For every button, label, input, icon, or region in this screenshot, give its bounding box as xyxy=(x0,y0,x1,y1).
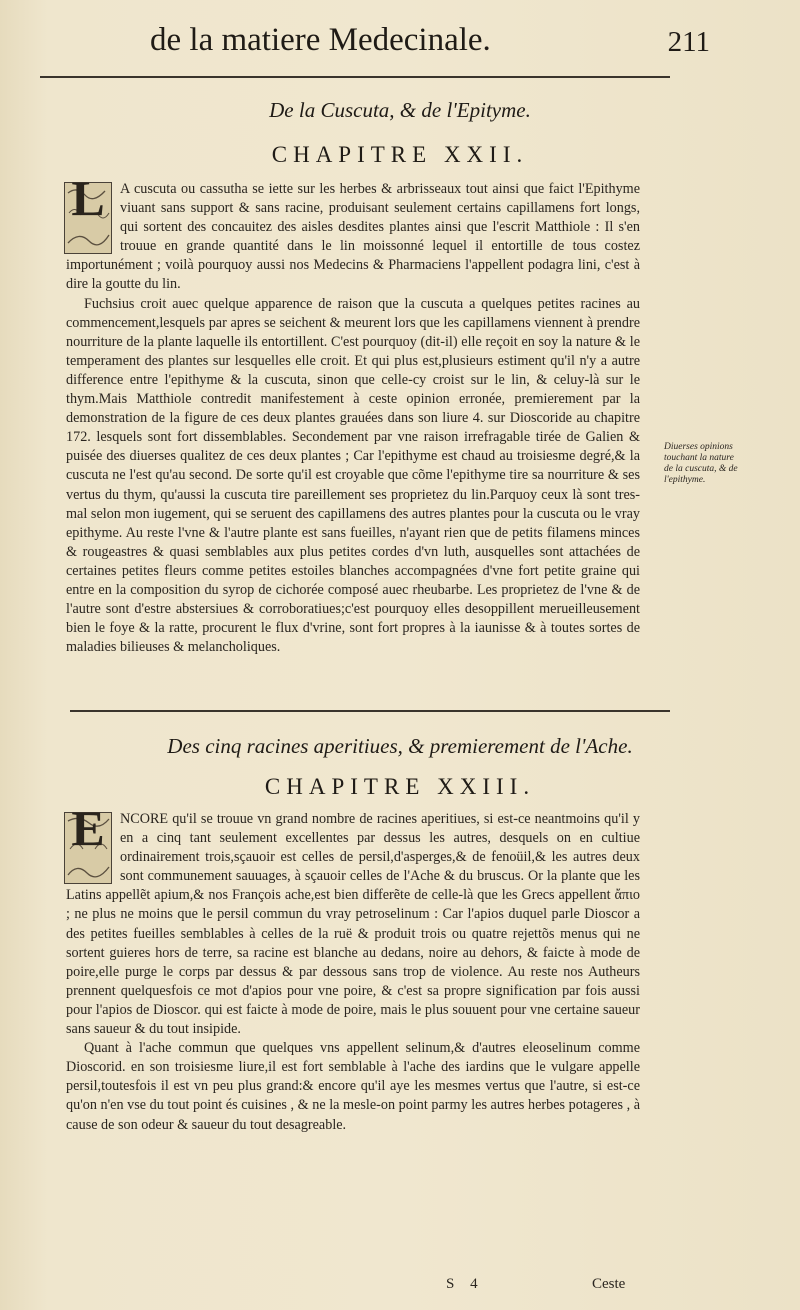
header-rule xyxy=(40,76,670,78)
dropcap-letter: L xyxy=(71,170,105,226)
section-rule xyxy=(70,710,670,712)
section-title: Des cinq racines aperitiues, & premierement de l'Ache. xyxy=(167,734,633,758)
paragraph: Fuchsius croit auec quelque apparence de raison que la cuscuta a quelques petites racines au commencement,lesquels par apres se seichent & meurent lors que les capillamens viennent à prendre nourriture de la plante laquelle ils entortillent. C'est pourquoy (dit-il) elle reçoit en soy la nature & le temperament des plantes sur lesquelles elle croit. Et qui plus est,plusieurs estiment qu'il n'y a autre difference entre l'epithyme & la cuscuta, sinon que celle-cy croist sur le lin, & celuy-là sur le thym.Mais Matthiole contredit manifestement à ceste opinion erronée, premierement par la demonstration de la figure de ces deux plantes grauées dans son liure 4. sur Dioscoride au chapitre 172. lesquels sont fort dissemblables. Secondement par vne raison irrefragable tirée de Galien & puisée des diuerses qualitez de ces deux plantes ; Car l'epithyme est chaud au troisiesme degré,& la cuscuta ne l'est qu'au second. De sorte qu'il est croyable que cõme l'epithyme tire sa nourriture & ses vertus du thym, qu'aussi la cuscuta tire pareillement ses proprietez du lin.Parquoy ceux là sont tres-mal selon mon iugement, qui se seruent des capillamens des autres plantes pour la cuscuta ou le vray epithyme. Au reste l'vne & l'autre plante est sans fueilles, n'ayant rien que de petits filamens minces & rougeastres & quasi semblables aux plus petites cordes d'vn luth, ausquelles sont attachées de certaines petites fleurs comme petites estoiles blanches accompagnées d'vne fort petite graine qui entre en la composition du syrop de cichorée composé auec rheubarbe. Les proprietez de l'vne & de l'autre sont d'estre abstersiues & corroboratiues;c'est pourquoy elles desoppillent merueilleusement bien le foye & la ratte, procurent le flux d'vrine, sont fort propres à la iaunisse & à toutes sortes de maladies bilieuses & melancholiques. xyxy=(66,295,640,656)
catchword: Ceste xyxy=(592,1276,626,1292)
chapter-text xyxy=(66,170,640,657)
paragraph: Quant à l'ache commun que quelques vns appellent selinum,& d'autres eleoselinum comme Dioscorid. en son troisiesme liure,il est fort semblable à l'ache des iardins que le vulgare appelle persil,toutesfois il est vn peu plus grand:& encore qu'il aye les mesmes vertus que l'autre, si est-ce qu'on n'en vse du tout point és cuisines , & ne la mesle-on point parmy les autres herbes potageres , à cause de son odeur & saueur du tout desagreable. xyxy=(66,1040,640,1133)
chapter-heading: CHAPITRE XXII. xyxy=(271,142,529,167)
running-head xyxy=(150,22,710,72)
decorated-initial xyxy=(64,800,112,884)
margin-note: Diuerses opinions touchant la nature de la cuscuta, & de l'epithyme. xyxy=(664,442,738,485)
section-title: De la Cuscuta, & de l'Epityme. xyxy=(269,98,531,122)
paragraph: NCORE qu'il se trouue vn grand nombre de racines aperitiues, si est-ce neantmoins qu'il y en a cinq tant seulement excellentes par dessus les autres, desquels on en cultiue ordinairement trois,sçauoir est celles de persil,d'asperges,& de fenoüil,& les autres deux sont communement sauuages, à sçauoir celles de l'Ache & du bruscus. Or la plante que les Latins appellẽt apium,& nos François ache,est bien differẽte de celle-là que les Grecs appellent ἄπιο ; ne plus ne moins que le persil commun du vray petroselinum : Car l'apios duquel parle Dioscor a des petites fueilles semblables à celles de la ruë & produit trois ou quatre rejettõs menus qui ne sortent guieres hors de terre, sa racine est blanche au dedans, noire au dehors, & faicte à mode de poire,elle purge le corps par dessus & par dessous sans trop de violence. Au reste nos Autheurs prennent quelquesfois ce mot d'apios pour vne poire, & c'est sa propre signification par fois aussi pour l'apios de Dioscor. qui est faicte à mode de poire, mais le plus souuent pour vne certaine saueur sans saueur & du tout insipide. xyxy=(66,811,640,1038)
decorated-initial xyxy=(64,170,112,254)
signature-mark: S 4 xyxy=(446,1276,484,1292)
dropcap-letter: E xyxy=(71,800,105,856)
chapter-text xyxy=(66,800,640,1135)
paragraph: A cuscuta ou cassutha se iette sur les herbes & arbrisseaux tout ainsi que faict l'Epithyme viuant sans support & sans racine, produisant seulement certains capillamens fort longs, qui sortent des concauitez des aisles desdites plantes ainsi que l'escrit Matthiole : Il s'en trouue en grande quantité dans le lin moissonné lequel il entortille de tous costez importunément ; voilà pourquoy aussi nos Medecins & Pharmaciens l'appellent podagra lini, c'est à dire la goutte du lin. xyxy=(66,181,640,293)
chapter-heading: CHAPITRE XXIII. xyxy=(264,774,536,799)
page-number: 211 xyxy=(667,26,710,58)
running-title: de la matiere Medecinale. xyxy=(150,22,491,58)
